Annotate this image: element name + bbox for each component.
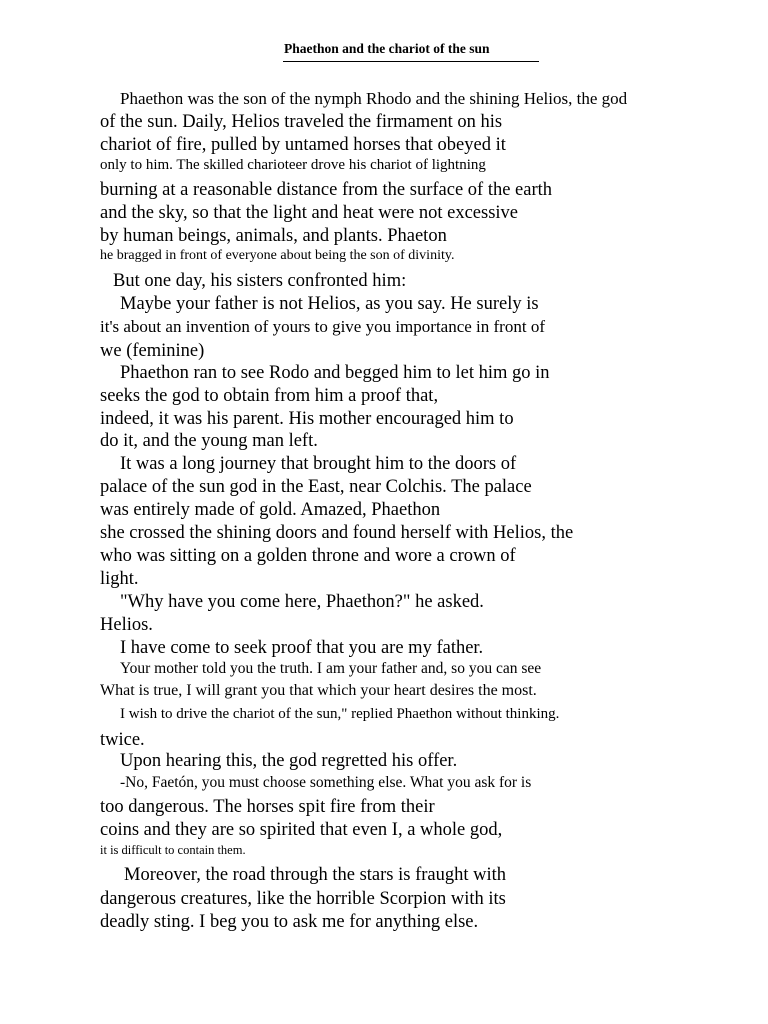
text-line: Moreover, the road through the stars is fraught with — [124, 865, 507, 885]
text-line: do it, and the young man left. — [100, 431, 318, 451]
text-line: What is true, I will grant you that which your heart desires the most. — [100, 682, 537, 699]
text-line: he bragged in front of everyone about being the son of divinity. — [100, 248, 455, 263]
text-line: we (feminine) — [100, 341, 205, 361]
text-line: only to him. The skilled charioteer drove his chariot of lightning — [100, 157, 486, 173]
text-line: deadly sting. I beg you to ask me for anything else. — [100, 912, 479, 932]
text-line: It was a long journey that brought him to the doors of — [120, 454, 517, 474]
text-line: I wish to drive the chariot of the sun," replied Phaethon without thinking. — [120, 706, 560, 722]
text-line: light. — [100, 569, 139, 589]
text-line: Maybe your father is not Helios, as you say. He surely is — [120, 294, 539, 314]
text-line: twice. — [100, 730, 145, 750]
text-line: chariot of fire, pulled by untamed horses that obeyed it — [100, 135, 506, 155]
text-line: palace of the sun god in the East, near Colchis. The palace — [100, 477, 532, 497]
text-line: indeed, it was his parent. His mother encouraged him to — [100, 409, 514, 429]
text-line: by human beings, animals, and plants. Phaeton — [100, 226, 447, 246]
text-line: Helios. — [100, 615, 153, 635]
text-line: Phaethon ran to see Rodo and begged him to let him go in — [120, 363, 550, 383]
text-line: it is difficult to contain them. — [100, 843, 246, 857]
text-line: who was sitting on a golden throne and wore a crown of — [100, 546, 516, 566]
text-line: she crossed the shining doors and found herself with Helios, the — [100, 523, 574, 543]
text-line: and the sky, so that the light and heat were not excessive — [100, 203, 519, 223]
text-line: I have come to seek proof that you are my father. — [120, 638, 484, 658]
text-line: was entirely made of gold. Amazed, Phaethon — [100, 500, 441, 520]
text-line: of the sun. Daily, Helios traveled the firmament on his — [100, 112, 503, 132]
title-underline — [283, 61, 539, 62]
text-line: coins and they are so spirited that even I, a whole god, — [100, 820, 503, 840]
text-line: seeks the god to obtain from him a proof that, — [100, 386, 439, 406]
text-line: burning at a reasonable distance from the surface of the earth — [100, 180, 553, 200]
text-line: it's about an invention of yours to give you importance in front of — [100, 317, 545, 336]
text-line: Phaethon was the son of the nymph Rhodo and the shining Helios, the god — [120, 89, 628, 108]
text-line: dangerous creatures, like the horrible Scorpion with its — [100, 889, 506, 909]
text-line: Upon hearing this, the god regretted his offer. — [120, 751, 458, 771]
page-title: Phaethon and the chariot of the sun — [284, 41, 490, 56]
text-line: "Why have you come here, Phaethon?" he asked. — [120, 592, 484, 612]
text-line: -No, Faetón, you must choose something else. What you ask for is — [120, 774, 532, 791]
text-line: Your mother told you the truth. I am your father and, so you can see — [120, 660, 542, 677]
text-line: too dangerous. The horses spit fire from their — [100, 797, 435, 817]
text-line: But one day, his sisters confronted him: — [113, 271, 407, 291]
